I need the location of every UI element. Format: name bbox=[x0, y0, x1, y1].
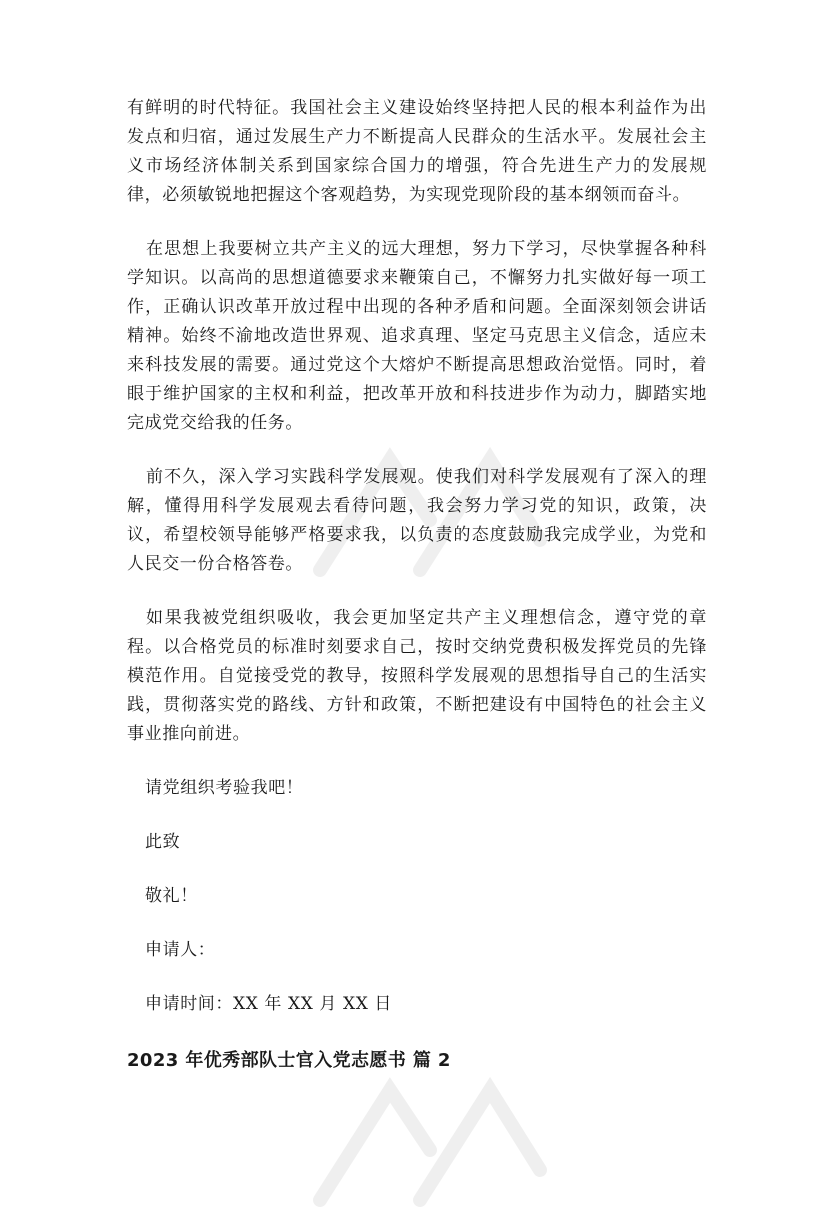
respect-line: 敬礼！ bbox=[145, 886, 198, 906]
paragraph-1: 有鲜明的时代特征。我国社会主义建设始终坚持把人民的根本利益作为出发点和归宿，通过发展生产力不断提高人民群众的生活水平。发展社会主义市场经济体制关系到国家综合国力的增强，符合先进生产力的发展规律，必须敏锐地把握这个客观趋势，为实现党现阶段的基本纲领而奋斗。 bbox=[127, 98, 707, 205]
section-heading: 2023 年优秀部队士官入党志愿书 篇 2 bbox=[127, 1050, 451, 1071]
request-line: 请党组织考验我吧！ bbox=[145, 778, 304, 798]
document-body bbox=[127, 94, 707, 1076]
salutation-line: 此致 bbox=[145, 832, 181, 852]
date-line: 申请时间：XX 年 XX 月 XX 日 bbox=[145, 994, 393, 1014]
paragraph-3: 前不久，深入学习实践科学发展观。使我们对科学发展观有了深入的理解，懂得用科学发展观去看待问题，我会努力学习党的知识，政策，决议，希望校领导能够严格要求我，以负责的态度鼓励我完成学业，为党和人民交一份合格答卷。 bbox=[127, 467, 707, 574]
paragraph-4: 如果我被党组织吸收，我会更加坚定共产主义理想信念，遵守党的章程。以合格党员的标准时刻要求自己，按时交纳党费积极发挥党员的先锋模范作用。自觉接受党的教导，按照科学发展观的思想指导自己的生活实践，贯彻落实党的路线、方针和政策，不断把建设有中国特色的社会主义事业推向前进。 bbox=[127, 608, 707, 744]
applicant-line: 申请人： bbox=[145, 940, 216, 960]
paragraph-2: 在思想上我要树立共产主义的远大理想，努力下学习，尽快掌握各种科学知识。以高尚的思想道德要求来鞭策自己，不懈努力扎实做好每一项工作，正确认识改革开放过程中出现的各种矛盾和问题。全面深刻领会讲话精神。始终不渝地改造世界观、追求真理、坚定马克思主义信念，适应未来科技发展的需要。通过党这个大熔炉不断提高思想政治觉悟。同时，着眼于维护国家的主权和利益，把改革开放和科技进步作为动力，脚踏实地完成党交给我的任务。 bbox=[127, 239, 707, 433]
watermark-logo-icon bbox=[300, 1060, 560, 1220]
